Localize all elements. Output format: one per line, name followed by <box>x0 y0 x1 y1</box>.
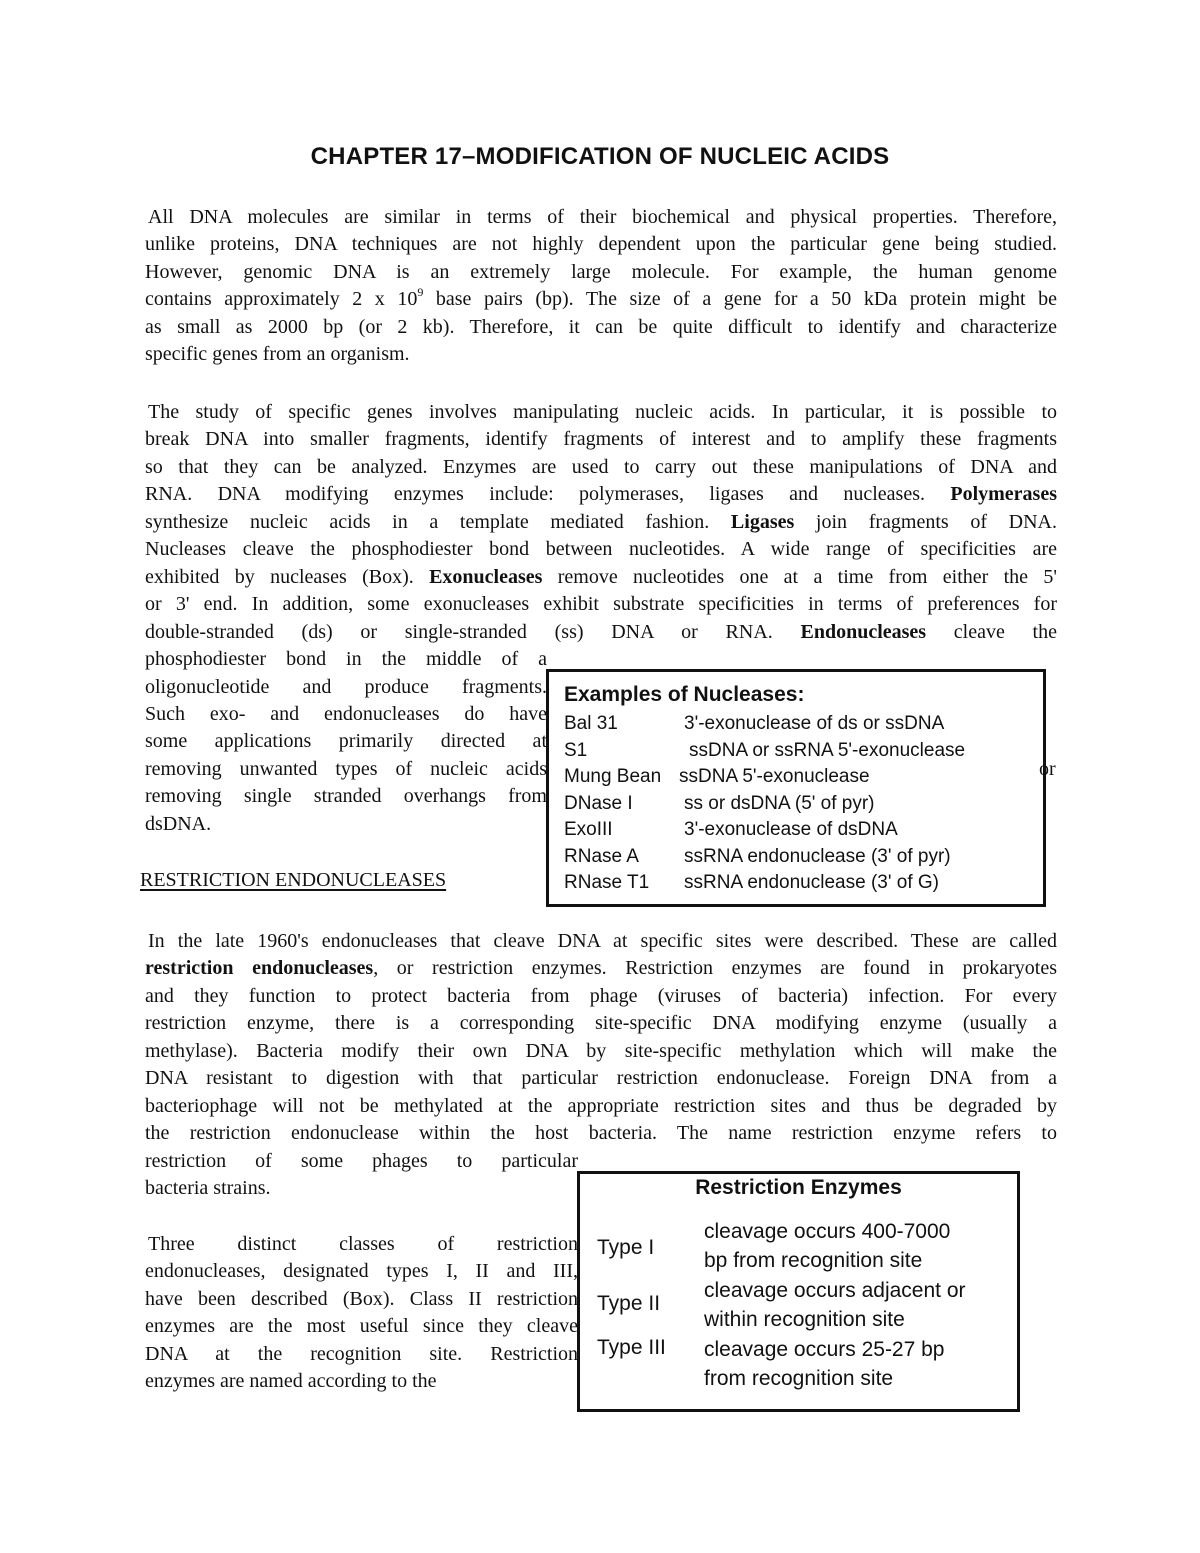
text-line <box>145 756 547 783</box>
nucleases-box-heading: Examples of Nucleases: <box>564 683 805 706</box>
text-segment: the restriction endonuclease within the host bacteria. The name restriction enzyme refers to <box>145 1122 1057 1145</box>
section-heading: RESTRICTION ENDONUCLEASES <box>140 869 447 891</box>
nuclease-name: Mung Bean <box>564 766 662 787</box>
text-segment: DNA resistant to digestion with that particular restriction endonuclease. Foreign DNA from a <box>145 1067 1057 1090</box>
description-line: cleavage occurs 25-27 bp <box>704 1338 945 1361</box>
text-segment: or 3' end. In addition, some exonucleases exhibit substrate specificities in terms of preferences for <box>145 593 1057 616</box>
text-line <box>145 564 1057 591</box>
enzyme-type: Type II <box>597 1292 661 1315</box>
text-segment: endonucleases, designated types I, II and III, <box>145 1260 578 1283</box>
text-segment: double-stranded (ds) or single-stranded (ss) DNA or RNA. <box>145 620 801 643</box>
nuclease-row <box>564 817 898 843</box>
text-line <box>145 286 1057 313</box>
description-line: cleavage occurs adjacent or <box>704 1279 966 1302</box>
enzyme-type-description <box>704 1276 966 1334</box>
text-line <box>148 399 1057 426</box>
nuclease-row <box>564 738 966 764</box>
nuclease-description: ssDNA or ssRNA 5'-exonuclease <box>689 739 966 761</box>
text-segment: DNA at the recognition site. Restriction <box>145 1342 578 1365</box>
text-line <box>145 955 1057 982</box>
text-line <box>145 1341 578 1368</box>
nucleases-examples-box <box>546 669 1046 907</box>
text-segment: so that they can be analyzed. Enzymes are used to carry out these manipulations of DNA and <box>145 455 1057 478</box>
text-line <box>145 646 547 673</box>
bold-term: Polymerases <box>950 483 1057 506</box>
text-line <box>145 983 1057 1010</box>
text-segment: restriction enzyme, there is a corresponding site-specific DNA modifying enzyme (usually a <box>145 1012 1057 1035</box>
description-line: bp from recognition site <box>704 1249 923 1272</box>
text-segment: dsDNA. <box>145 812 212 835</box>
text-segment: removing unwanted types of nucleic acids <box>145 757 547 780</box>
chapter-title: CHAPTER 17–MODIFICATION OF NUCLEIC ACIDS <box>310 143 890 170</box>
text-line <box>148 204 1057 231</box>
bold-term: Exonucleases <box>429 565 543 588</box>
text-segment: , or restriction enzymes. Restriction enzymes are found in prokaryotes <box>373 957 1057 980</box>
description-line: within recognition site <box>704 1308 905 1331</box>
text-segment: break DNA into smaller fragments, identify fragments of interest and to amplify these fragments <box>145 428 1057 451</box>
text-segment: cleave the <box>926 620 1057 643</box>
text-line <box>145 426 1057 453</box>
bold-term: Ligases <box>730 510 795 533</box>
description-line: cleavage occurs 400-7000 <box>704 1220 951 1243</box>
text-segment: base pairs (bp). The size of a gene for a 50 kDa protein might be <box>423 288 1057 311</box>
text-line <box>145 1120 1057 1147</box>
nuclease-name: S1 <box>564 739 588 761</box>
text-segment: unlike proteins, DNA techniques are not highly dependent upon the particular gene being studied. <box>145 233 1057 256</box>
nuclease-description: 3'-exonuclease of ds or ssDNA <box>684 713 945 734</box>
nuclease-description: ss or dsDNA (5' of pyr) <box>684 792 875 814</box>
bold-term: restriction endonucleases <box>145 957 374 980</box>
nuclease-description: ssRNA endonuclease (3' of G) <box>684 872 939 893</box>
text-line <box>145 259 1057 286</box>
nuclease-name: Bal 31 <box>564 713 618 734</box>
text-segment: bacteriophage will not be methylated at the appropriate restriction sites and thus be degraded by <box>145 1094 1057 1117</box>
text-line <box>145 536 1057 563</box>
text-line <box>145 811 547 838</box>
text-line <box>145 619 1057 646</box>
text-segment: phosphodiester bond in the middle of a <box>145 648 547 671</box>
enzyme-type-description <box>704 1217 950 1275</box>
text-segment: enzymes are named according to the <box>145 1370 437 1393</box>
nuclease-row <box>564 870 939 896</box>
text-segment: The study of specific genes involves manipulating nucleic acids. In particular, it is possible to <box>148 401 1057 423</box>
text-line <box>145 1093 1057 1120</box>
text-segment: and they function to protect bacteria from phage (viruses of bacteria) infection. For every <box>145 984 1057 1007</box>
text-line <box>145 1286 578 1313</box>
description-line: from recognition site <box>704 1367 894 1390</box>
text-line <box>145 591 1057 618</box>
text-segment: In the late 1960's endonucleases that cleave DNA at specific sites were described. These are called <box>148 930 1057 952</box>
text-line <box>145 1038 1057 1065</box>
text-segment: contains approximately 2 x 10 <box>145 288 418 311</box>
text-segment: restriction of some phages to particular <box>145 1149 578 1172</box>
text-segment: specific genes from an organism. <box>145 343 410 366</box>
text-line <box>145 231 1057 258</box>
text-line <box>145 674 547 701</box>
nuclease-name: RNase T1 <box>564 872 650 893</box>
text-line <box>145 481 1057 508</box>
text-line <box>145 783 547 810</box>
enzyme-type: Type III <box>597 1336 666 1359</box>
text-line <box>145 314 1057 341</box>
text-segment: oligonucleotide and produce fragments. <box>145 675 547 698</box>
enzyme-type-description <box>704 1335 945 1393</box>
nuclease-description: ssDNA 5'-exonuclease <box>679 766 870 787</box>
text-line <box>145 701 547 728</box>
nuclease-name: DNase I <box>564 792 633 814</box>
text-segment: have been described (Box). Class II restriction <box>145 1287 578 1310</box>
text-segment: RNA. DNA modifying enzymes include: polymerases, ligases and nucleases. <box>145 483 951 506</box>
text-line <box>145 1065 1057 1092</box>
text-segment: as small as 2000 bp (or 2 kb). Therefore, it can be quite difficult to identify and characterize <box>145 315 1057 338</box>
text-segment: enzymes are the most useful since they cleave <box>145 1315 578 1338</box>
bold-term: Endonucleases <box>800 620 927 643</box>
text-line <box>145 1175 578 1202</box>
text-line <box>145 1313 578 1340</box>
text-line <box>145 1258 578 1285</box>
restriction-enzymes-box <box>577 1171 1020 1412</box>
nuclease-row <box>564 764 870 790</box>
text-segment: Three distinct classes of restriction <box>148 1233 578 1255</box>
text-line <box>145 728 547 755</box>
text-segment: methylase). Bacteria modify their own DNA by site-specific methylation which will make the <box>145 1039 1057 1062</box>
text-segment: bacteria strains. <box>145 1177 271 1200</box>
enzyme-type: Type I <box>597 1236 655 1259</box>
text-line <box>145 1368 578 1395</box>
restriction-box-heading: Restriction Enzymes <box>695 1176 902 1199</box>
text-line <box>145 341 1057 368</box>
text-segment: join fragments of DNA. <box>794 510 1057 533</box>
text-segment: Nucleases cleave the phosphodiester bond between nucleotides. A wide range of specificities are <box>145 538 1057 561</box>
text-segment: some applications primarily directed at <box>145 730 547 753</box>
text-line <box>145 1010 1057 1037</box>
nuclease-row <box>564 711 945 737</box>
orphan-word-or: or <box>1039 758 1056 780</box>
text-line <box>148 928 1057 955</box>
nuclease-description: ssRNA endonuclease (3' of pyr) <box>684 845 951 867</box>
text-segment: However, genomic DNA is an extremely large molecule. For example, the human genome <box>145 260 1057 283</box>
text-line <box>145 1148 578 1175</box>
nuclease-row <box>564 844 951 870</box>
superscript: 9 <box>417 285 424 300</box>
nuclease-name: RNase A <box>564 845 639 867</box>
text-segment: Such exo- and endonucleases do have <box>145 702 547 725</box>
text-line <box>145 509 1057 536</box>
text-segment: exhibited by nucleases (Box). <box>145 565 430 588</box>
text-segment: removing single stranded overhangs from <box>145 785 547 808</box>
nuclease-name: ExoIII <box>564 819 613 840</box>
text-line <box>148 1231 578 1258</box>
nuclease-description: 3'-exonuclease of dsDNA <box>684 819 898 840</box>
text-line <box>145 454 1057 481</box>
text-segment: synthesize nucleic acids in a template mediated fashion. <box>145 510 731 533</box>
text-segment: remove nucleotides one at a time from either the 5' <box>542 565 1057 588</box>
text-segment: All DNA molecules are similar in terms of their biochemical and physical properties. Therefore, <box>148 206 1057 228</box>
nuclease-row <box>564 791 875 817</box>
